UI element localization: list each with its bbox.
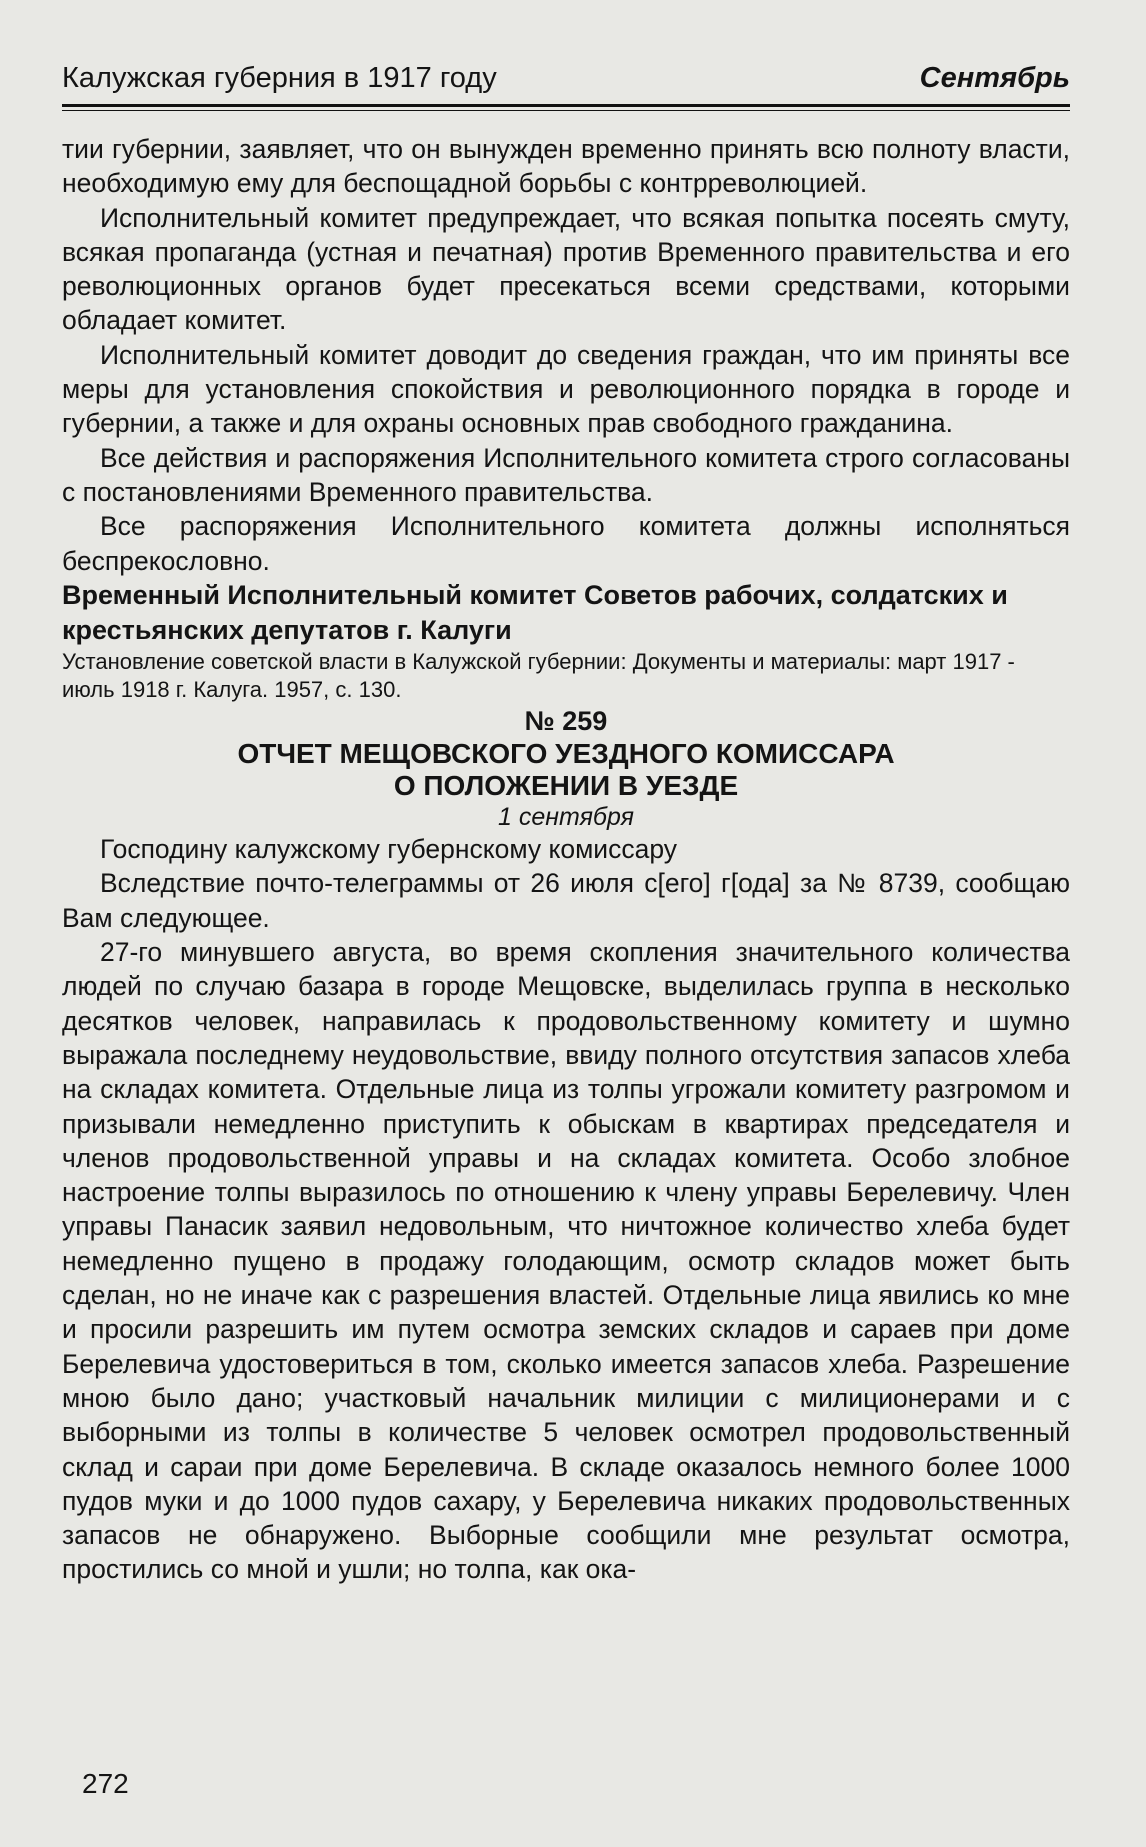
document-number: № 259 (524, 705, 608, 736)
signature: Временный Исполнительный комитет Советов рабочих, солдатских и крестьянских депутатов г. Калуги (62, 579, 1008, 645)
paragraph: Исполнительный комитет доводит до сведения граждан, что им приняты все меры для установления спокойствия и революционного порядка в городе и губернии, а также и для охраны основных прав свободного гражданина. (62, 339, 1070, 439)
document-date: 1 сентября (498, 803, 634, 832)
paragraph: Вследствие почто-телеграммы от 26 июля с[его] г[ода] за № 8739, сообщаю Вам следующее. (62, 868, 1070, 933)
paragraph: тии губернии, заявляет, что он вынужден временно принять всю полноту власти, необходимую ему для беспощадной борьбы с контрреволюцией. (62, 134, 1070, 199)
document-title-line-1: ОТЧЕТ МЕЩОВСКОГО УЕЗДНОГО КОМИССАРА (237, 738, 895, 770)
header-title: Калужская губерния в 1917 году (62, 62, 497, 94)
header-rule-thick (62, 104, 1070, 107)
document-title-line-2: О ПОЛОЖЕНИИ В УЕЗДЕ (393, 770, 739, 802)
page-content (62, 132, 1070, 1587)
running-header (62, 62, 1070, 95)
paragraph: Все действия и распоряжения Исполнительного комитета строго согласованы с постановлениями Временного правительства. (62, 442, 1070, 507)
header-rule-thin (62, 110, 1070, 111)
source-citation: Установление советской власти в Калужской губернии: Документы и материалы: март 1917 - июль 1918 г. Калуга. 1957, с. 130. (62, 648, 1015, 702)
header-month: Сентябрь (919, 62, 1070, 94)
paragraph: Исполнительный комитет предупреждает, что всякая попытка посеять смуту, всякая пропаганда (устная и печатная) против Временного правительства и его революционных органов будет пресекаться всеми средствами, которыми обладает комитет. (62, 202, 1070, 336)
page-number: 272 (82, 1768, 129, 1799)
paragraph: 27-го минувшего августа, во время скопления значительного количества людей по случаю базара в городе Мещовске, выделилась группа в несколько десятков человек, направилась к продовольственному комитету и шумно выражала последнему неудовольствие, ввиду полного отсутствия запасов хлеба на складах комитета. Отдельные лица из толпы угрожали комитету разгромом и призывали немедленно приступить к обыскам в квартирах председателя и членов продовольственной управы и на складах комитета. Особо злобное настроение толпы выразилось по отношению к члену управы Берелевичу. Член управы Панасик заявил недовольным, что ничтожное количество хлеба будет немедленно пущено в продажу голодающим, осмотр складов может быть сделан, но не иначе как с разрешения властей. Отдельные лица явились ко мне и просили разрешить им путем осмотра земских складов и сараев при доме Берелевича удостовериться в том, сколько имеется запасов хлеба. Разрешение мною было дано; участковый начальник милиции с милиционерами и с выборными из толпы в количестве 5 человек осмотрел продовольственный склад и сараи при доме Берелевича. В складе оказалось немного более 1000 пудов муки и до 1000 пудов сахару, у Берелевича никаких продовольственных запасов не обнаружено. Выборные сообщили мне результат осмотра, простились со мной и ушли; но толпа, как ока- (62, 937, 1070, 1585)
paragraph: Все распоряжения Исполнительного комитета должны исполняться беспрекословно. (62, 511, 1070, 576)
document-addressee: Господину калужскому губернскому комиссару (100, 834, 678, 865)
